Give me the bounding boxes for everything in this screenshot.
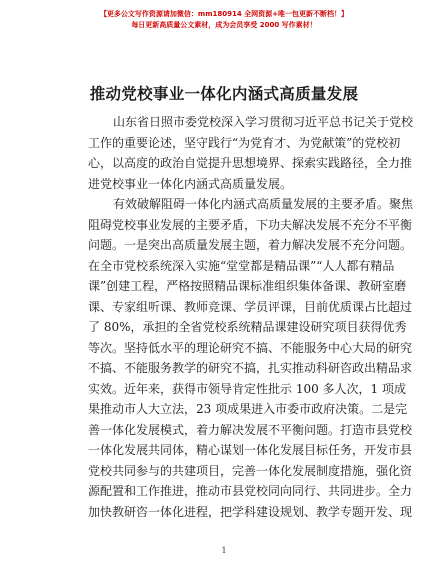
promo-banner <box>0 9 448 31</box>
text-line: 心，以高度的政治自觉提升思想境界、探索实践路径，全力推 <box>88 156 413 170</box>
text-line: 果推动市人大立法，23 项成果进入市委市政府决策。二是完 <box>88 402 408 416</box>
promo-banner-line-2: 每日更新高质量公文素材，成为会员享受 2000 写作素材！ <box>131 21 317 29</box>
text-line: 加快教研咨一体化进程，把学科建设规划、教学专题开发、现 <box>88 504 413 519</box>
text-line: 善一体化发展模式，着力解决发展不平衡问题。打造市县党校 <box>88 422 413 437</box>
text-line: 进党校事业一体化内涵式高质量发展。 <box>88 176 293 191</box>
text-line: 不搞、不能服务教学的研究不搞，扎实推动科研咨政出精品求 <box>88 361 413 375</box>
text-line: 在全市党校系统深入实施“堂堂都是精品课”“人人都有精品 <box>88 258 395 273</box>
page-number: 1 <box>221 546 227 555</box>
text-line: 课、专家组听课、教师竞课、学员评课，目前优质课占比超过 <box>88 299 413 314</box>
text-line: 实效。近年来，获得市领导肯定性批示 100 多人次，1 项成 <box>88 381 406 396</box>
promo-banner-line-1: 【更多公文写作资源请加微信：mm180914 全网资源+唯一包更新不断档！】 <box>99 10 349 18</box>
text-line: 课”创建工程，严格按照精品课标准组织集体备课、教研室磨 <box>88 279 407 293</box>
document-body <box>88 112 414 522</box>
text-line: 山东省日照市委党校深入学习贯彻习近平总书记关于党校 <box>113 115 414 129</box>
text-line: 等次。坚持低水平的理论研究不搞、不能服务中心大局的研究 <box>88 340 413 355</box>
text-line: 有效破解阻碍一体化内涵式高质量发展的主要矛盾。聚焦 <box>113 197 414 211</box>
document-title: 推动党校事业一体化内涵式高质量发展 <box>89 84 359 103</box>
text-line: 阻碍党校事业发展的主要矛盾，下功夫解决发展不充分不平衡 <box>88 217 413 232</box>
text-line: 工作的重要论述，坚守践行“为党育才、为党献策”的党校初 <box>88 135 401 150</box>
text-line: 一体化发展共同体，精心谋划一体化发展目标任务，开发市县 <box>88 443 413 457</box>
paragraph-main <box>88 194 414 522</box>
paragraph-intro <box>88 112 414 194</box>
text-line: 问题。一是突出高质量发展主题，着力解决发展不充分问题。 <box>88 238 413 252</box>
text-line: 源配置和工作推进，推动市县党校同向同行、共同进步。全力 <box>88 484 413 498</box>
text-line: 党校共同参与的共建项目，完善一体化发展制度措施，强化资 <box>88 463 413 478</box>
text-line: 了 80%，承担的全省党校系统精品课建设研究项目获得优秀 <box>88 320 407 334</box>
